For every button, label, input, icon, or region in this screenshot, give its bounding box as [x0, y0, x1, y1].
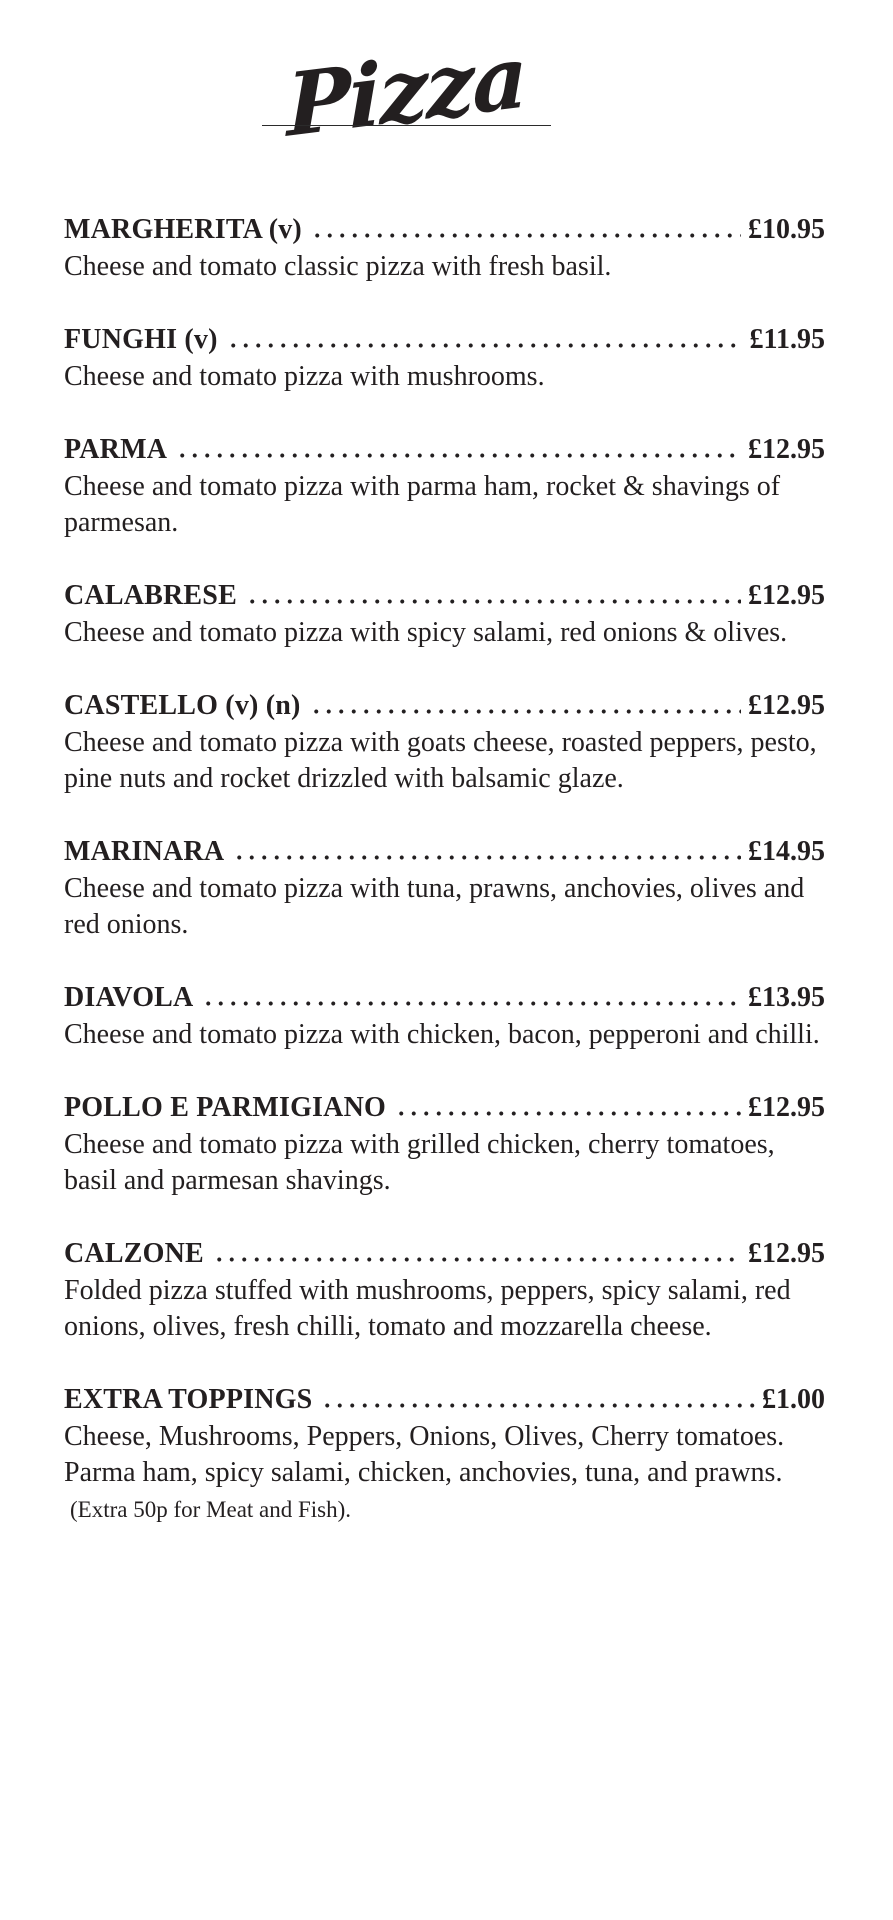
- item-description: [64, 615, 825, 651]
- item-description-text: Cheese and tomato pizza with parma ham, rocket & shavings of parmesan.: [64, 471, 781, 538]
- item-description: [64, 249, 825, 285]
- item-description-text: Cheese and tomato classic pizza with fresh basil.: [64, 251, 612, 282]
- item-price-line: [64, 980, 825, 1016]
- item-name: EXTRA TOPPINGS: [64, 1384, 313, 1415]
- item-name: PARMA: [64, 434, 168, 465]
- item-price: £12.95: [748, 690, 825, 721]
- item-description: [64, 1127, 825, 1199]
- item-description: [64, 359, 825, 395]
- dotted-leader: [233, 855, 741, 860]
- item-description-text: Cheese, Mushrooms, Peppers, Onions, Olives, Cherry tomatoes. Parma ham, spicy salami, chicken, anchovies, tuna, and prawns.: [64, 1421, 785, 1488]
- item-price-line: [64, 432, 825, 468]
- item-description: [64, 725, 825, 797]
- menu-item: [64, 322, 825, 395]
- item-description-text: Cheese and tomato pizza with grilled chicken, cherry tomatoes, basil and parmesan shavings.: [64, 1129, 775, 1196]
- item-price-line: [64, 688, 825, 724]
- item-description: [64, 1017, 825, 1053]
- item-name: DIAVOLA: [64, 982, 194, 1013]
- item-price: £12.95: [748, 434, 825, 465]
- menu-item: [64, 578, 825, 651]
- title-underline: [262, 125, 551, 126]
- item-price: £1.00: [762, 1384, 825, 1415]
- menu-header: [262, 26, 551, 157]
- dotted-leader: [213, 1257, 741, 1262]
- menu-item: [64, 980, 825, 1053]
- item-name: POLLO E PARMIGIANO: [64, 1092, 386, 1123]
- item-name: MARINARA: [64, 836, 225, 867]
- item-note: (Extra 50p for Meat and Fish).: [70, 1497, 352, 1522]
- menu-item: [64, 834, 825, 943]
- dotted-leader: [202, 1001, 741, 1006]
- dotted-leader: [395, 1111, 741, 1116]
- item-name: CALZONE: [64, 1238, 204, 1269]
- dotted-leader: [311, 233, 741, 238]
- dotted-leader: [246, 599, 741, 604]
- item-description-text: Cheese and tomato pizza with chicken, bacon, pepperoni and chilli.: [64, 1019, 820, 1050]
- menu-list: [64, 212, 825, 1528]
- menu-item: [64, 688, 825, 797]
- dotted-leader: [227, 343, 743, 348]
- item-price: £12.95: [748, 580, 825, 611]
- item-price-line: [64, 1236, 825, 1272]
- item-description-text: Cheese and tomato pizza with spicy salami, red onions & olives.: [64, 617, 788, 648]
- item-name: MARGHERITA (v): [64, 214, 302, 245]
- item-name: CALABRESE: [64, 580, 237, 611]
- page-title: Pizza: [285, 26, 527, 157]
- item-price: £12.95: [748, 1092, 825, 1123]
- menu-item: [64, 212, 825, 285]
- menu-item: [64, 1236, 825, 1345]
- item-price-line: [64, 212, 825, 248]
- menu-item: [64, 432, 825, 541]
- item-price-line: [64, 834, 825, 870]
- item-price: £13.95: [748, 982, 825, 1013]
- item-description-text: Cheese and tomato pizza with goats cheese, roasted peppers, pesto, pine nuts and rocket drizzled with balsamic glaze.: [64, 727, 817, 794]
- item-price: £11.95: [749, 324, 825, 355]
- dotted-leader: [176, 453, 741, 458]
- menu-item: [64, 1382, 825, 1528]
- item-name: CASTELLO (v) (n): [64, 690, 301, 721]
- item-description: [64, 1273, 825, 1345]
- item-price-line: [64, 322, 825, 358]
- item-description: [64, 469, 825, 541]
- item-price-line: [64, 1090, 825, 1126]
- item-description: [64, 871, 825, 943]
- item-price: £10.95: [748, 214, 825, 245]
- dotted-leader: [310, 709, 741, 714]
- menu-item: [64, 1090, 825, 1199]
- item-price: £12.95: [748, 1238, 825, 1269]
- item-description-text: Cheese and tomato pizza with mushrooms.: [64, 361, 545, 392]
- item-description-text: Cheese and tomato pizza with tuna, prawns, anchovies, olives and red onions.: [64, 873, 805, 940]
- dotted-leader: [321, 1403, 755, 1408]
- item-price: £14.95: [748, 836, 825, 867]
- item-price-line: [64, 578, 825, 614]
- item-description: [64, 1419, 825, 1528]
- item-description-text: Folded pizza stuffed with mushrooms, peppers, spicy salami, red onions, olives, fresh chilli, tomato and mozzarella cheese.: [64, 1275, 791, 1342]
- item-price-line: [64, 1382, 825, 1418]
- item-name: FUNGHI (v): [64, 324, 218, 355]
